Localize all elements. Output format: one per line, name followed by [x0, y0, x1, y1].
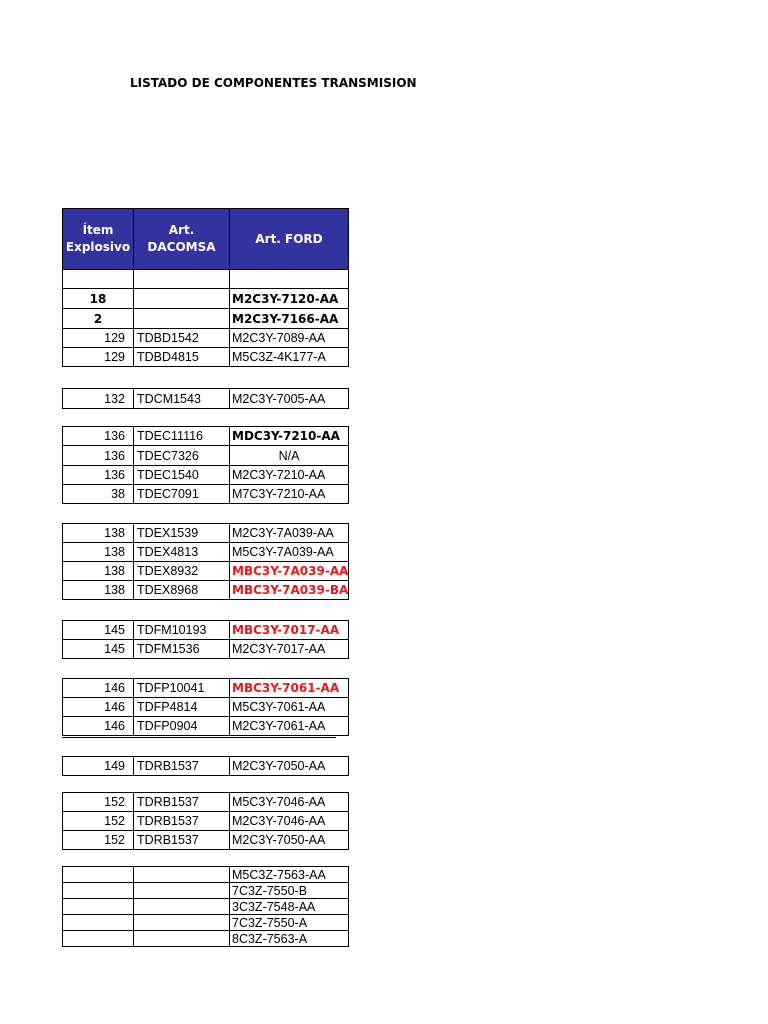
table-row — [63, 640, 349, 659]
cell-dacomsa: TDBD1542 — [134, 329, 230, 348]
table-row — [63, 270, 349, 289]
cell-item: 136 — [63, 427, 134, 446]
cell-ford: M2C3Y-7017-AA — [230, 640, 349, 659]
cell-ford: M2C3Y-7A039-AA — [230, 524, 349, 543]
cell-item: 138 — [63, 562, 134, 581]
components-table-group-6 — [62, 678, 349, 736]
cell-item: 136 — [63, 446, 134, 466]
document-title: LISTADO DE COMPONENTES TRANSMISION — [130, 76, 417, 90]
cell-ford: N/A — [230, 446, 349, 466]
cell-dacomsa: TDEX8968 — [134, 581, 230, 600]
cell-ford: MBC3Y-7061-AA — [230, 679, 349, 698]
cell-item: 145 — [63, 640, 134, 659]
cell-ford: 7C3Z-7550-A — [230, 915, 349, 931]
cell-item: 18 — [63, 289, 134, 309]
cell-dacomsa: TDEX4813 — [134, 543, 230, 562]
header-row — [63, 209, 349, 270]
cell-dacomsa: TDRB1537 — [134, 812, 230, 831]
components-table-group-5 — [62, 620, 349, 659]
cell-item: 152 — [63, 831, 134, 850]
cell-item: 146 — [63, 679, 134, 698]
cell-ford: M7C3Y-7210-AA — [230, 485, 349, 504]
table-row — [63, 289, 349, 309]
header-item: Ítem Explosivo — [63, 209, 134, 270]
cell-dacomsa — [134, 883, 230, 899]
table-row — [63, 348, 349, 367]
table-row — [63, 883, 349, 899]
cell-dacomsa: TDCM1543 — [134, 389, 230, 409]
table-row — [63, 915, 349, 931]
cell-ford: M5C3Y-7A039-AA — [230, 543, 349, 562]
cell-ford: M2C3Y-7089-AA — [230, 329, 349, 348]
cell-ford: M2C3Y-7050-AA — [230, 757, 349, 776]
group-divider — [62, 737, 336, 738]
cell-item: 2 — [63, 309, 134, 329]
cell-dacomsa — [134, 915, 230, 931]
cell-ford: MBC3Y-7017-AA — [230, 621, 349, 640]
table-row — [63, 562, 349, 581]
cell-item: 149 — [63, 757, 134, 776]
cell-ford: M2C3Y-7166-AA — [230, 309, 349, 329]
table-row — [63, 329, 349, 348]
table-row — [63, 717, 349, 736]
table-row — [63, 698, 349, 717]
cell-dacomsa: TDFP4814 — [134, 698, 230, 717]
table-row — [63, 309, 349, 329]
components-table-group-3 — [62, 426, 349, 504]
table-row — [63, 543, 349, 562]
cell-ford: M2C3Y-7005-AA — [230, 389, 349, 409]
cell-dacomsa: TDEC7091 — [134, 485, 230, 504]
cell-dacomsa: TDFP0904 — [134, 717, 230, 736]
header-ford: Art. FORD — [230, 209, 349, 270]
cell-dacomsa — [134, 867, 230, 883]
cell-ford: M2C3Y-7061-AA — [230, 717, 349, 736]
cell-ford: M2C3Y-7050-AA — [230, 831, 349, 850]
cell-ford: M5C3Y-7061-AA — [230, 698, 349, 717]
components-table-group-8 — [62, 792, 349, 850]
table-row — [63, 757, 349, 776]
cell-ford: M2C3Y-7046-AA — [230, 812, 349, 831]
cell-item: 138 — [63, 524, 134, 543]
table-row — [63, 446, 349, 466]
components-table-group-4 — [62, 523, 349, 600]
components-table-group-2 — [62, 388, 349, 409]
cell-item: 38 — [63, 485, 134, 504]
cell-item: 129 — [63, 348, 134, 367]
cell-item: 146 — [63, 717, 134, 736]
cell-dacomsa: TDRB1537 — [134, 793, 230, 812]
cell-dacomsa: TDRB1537 — [134, 831, 230, 850]
cell-item: 152 — [63, 812, 134, 831]
cell-dacomsa: TDEC1540 — [134, 466, 230, 485]
cell-dacomsa — [134, 931, 230, 947]
cell-dacomsa — [134, 270, 230, 289]
table-row — [63, 466, 349, 485]
cell-ford — [230, 270, 349, 289]
components-table-group-7 — [62, 756, 349, 776]
cell-ford: M2C3Y-7210-AA — [230, 466, 349, 485]
cell-ford: 8C3Z-7563-A — [230, 931, 349, 947]
table-row — [63, 427, 349, 446]
table-row — [63, 867, 349, 883]
cell-dacomsa — [134, 289, 230, 309]
cell-dacomsa: TDRB1537 — [134, 757, 230, 776]
cell-item: 152 — [63, 793, 134, 812]
cell-item: 136 — [63, 466, 134, 485]
cell-dacomsa: TDBD4815 — [134, 348, 230, 367]
cell-dacomsa: TDEC7326 — [134, 446, 230, 466]
table-row — [63, 679, 349, 698]
components-table-group-9 — [62, 866, 349, 947]
cell-ford: M2C3Y-7120-AA — [230, 289, 349, 309]
cell-item — [63, 931, 134, 947]
cell-ford: 3C3Z-7548-AA — [230, 899, 349, 915]
table-row — [63, 389, 349, 409]
cell-ford: MBC3Y-7A039-BA — [230, 581, 349, 600]
cell-ford: MDC3Y-7210-AA — [230, 427, 349, 446]
table-row — [63, 812, 349, 831]
table-row — [63, 581, 349, 600]
cell-item: 132 — [63, 389, 134, 409]
cell-dacomsa — [134, 899, 230, 915]
header-dacomsa: Art. DACOMSA — [134, 209, 230, 270]
cell-dacomsa: TDFP10041 — [134, 679, 230, 698]
cell-item: 138 — [63, 543, 134, 562]
cell-item — [63, 883, 134, 899]
cell-item: 146 — [63, 698, 134, 717]
cell-item: 129 — [63, 329, 134, 348]
table-row — [63, 524, 349, 543]
cell-item — [63, 915, 134, 931]
cell-dacomsa: TDFM1536 — [134, 640, 230, 659]
cell-ford: MBC3Y-7A039-AA — [230, 562, 349, 581]
cell-dacomsa: TDFM10193 — [134, 621, 230, 640]
cell-ford: M5C3Y-7046-AA — [230, 793, 349, 812]
cell-item — [63, 270, 134, 289]
components-table-main — [62, 208, 349, 367]
cell-ford: M5C3Z-7563-AA — [230, 867, 349, 883]
cell-dacomsa: TDEX8932 — [134, 562, 230, 581]
table-row — [63, 485, 349, 504]
cell-dacomsa — [134, 309, 230, 329]
table-row — [63, 931, 349, 947]
cell-item — [63, 899, 134, 915]
cell-item: 145 — [63, 621, 134, 640]
cell-dacomsa: TDEX1539 — [134, 524, 230, 543]
cell-ford: 7C3Z-7550-B — [230, 883, 349, 899]
cell-dacomsa: TDEC11116 — [134, 427, 230, 446]
table-row — [63, 831, 349, 850]
table-row — [63, 899, 349, 915]
cell-item — [63, 867, 134, 883]
cell-ford: M5C3Z-4K177-A — [230, 348, 349, 367]
table-row — [63, 793, 349, 812]
table-row — [63, 621, 349, 640]
cell-item: 138 — [63, 581, 134, 600]
